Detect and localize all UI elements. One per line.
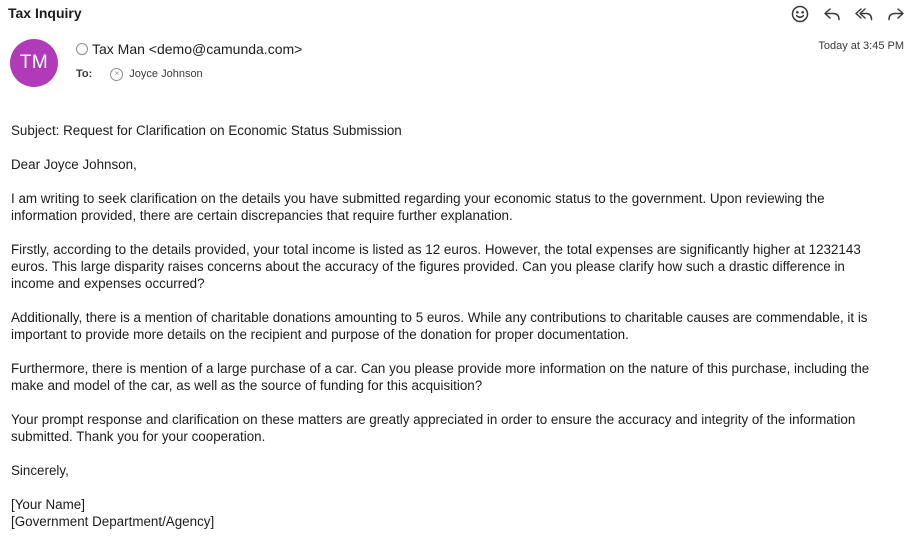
to-label: To: xyxy=(76,68,93,80)
signature-department: [Government Department/Agency] xyxy=(11,514,215,529)
sender-row xyxy=(76,40,302,58)
reply-all-button[interactable] xyxy=(853,3,875,25)
message-toolbar xyxy=(789,3,907,25)
forward-icon xyxy=(886,4,906,24)
paragraph-4: Furthermore, there is mention of a large purchase of a car. Can you please provide more information on the nature of this purchase, including the make and model of the car, as well as the source of funding for this acquisition? xyxy=(11,361,870,393)
forward-button[interactable] xyxy=(885,3,907,25)
smiley-button[interactable] xyxy=(789,3,811,25)
reply-icon xyxy=(822,4,842,24)
paragraph-2: Firstly, according to the details provided, your total income is listed as 12 euros. However, the total expenses are significantly higher at 1232143 euros. This large disparity raises concerns about the accuracy of the figures provided. Can you please clarify how such a drastic difference in income and expenses occurred? xyxy=(11,242,861,291)
smiley-icon xyxy=(790,4,810,24)
greeting: Dear Joyce Johnson, xyxy=(11,157,137,172)
message-body xyxy=(11,122,891,530)
paragraph-3: Additionally, there is a mention of charitable donations amounting to 5 euros. While any contributions to charitable causes are commendable, it is important to provide more details on the recipient and purpose of the donation for proper documentation. xyxy=(11,310,868,342)
sender-name[interactable]: Tax Man <demo@camunda.com> xyxy=(92,41,303,57)
paragraph-5: Your prompt response and clarification on these matters are greatly appreciated in order to ensure the accuracy and integrity of the information submitted. Thank you for your cooperation. xyxy=(11,412,856,444)
avatar: TM xyxy=(10,39,58,87)
paragraph-1: I am writing to seek clarification on the details you have submitted regarding your economic status to the government. Upon reviewing the information provided, there are certain discrepancies that require further explanation. xyxy=(11,191,825,223)
reply-all-icon xyxy=(854,4,874,24)
signature-name: [Your Name] xyxy=(11,497,85,512)
message-title: Tax Inquiry xyxy=(8,5,82,21)
recipient-row xyxy=(76,67,203,81)
subject-line: Subject: Request for Clarification on Economic Status Submission xyxy=(11,123,402,138)
status-circle-icon xyxy=(76,43,88,55)
recipient-remove-icon[interactable]: × xyxy=(110,68,123,81)
closing: Sincerely, xyxy=(11,463,69,478)
recipient-name[interactable]: Joyce Johnson xyxy=(129,68,203,80)
message-timestamp: Today at 3:45 PM xyxy=(818,40,904,52)
reply-button[interactable] xyxy=(821,3,843,25)
